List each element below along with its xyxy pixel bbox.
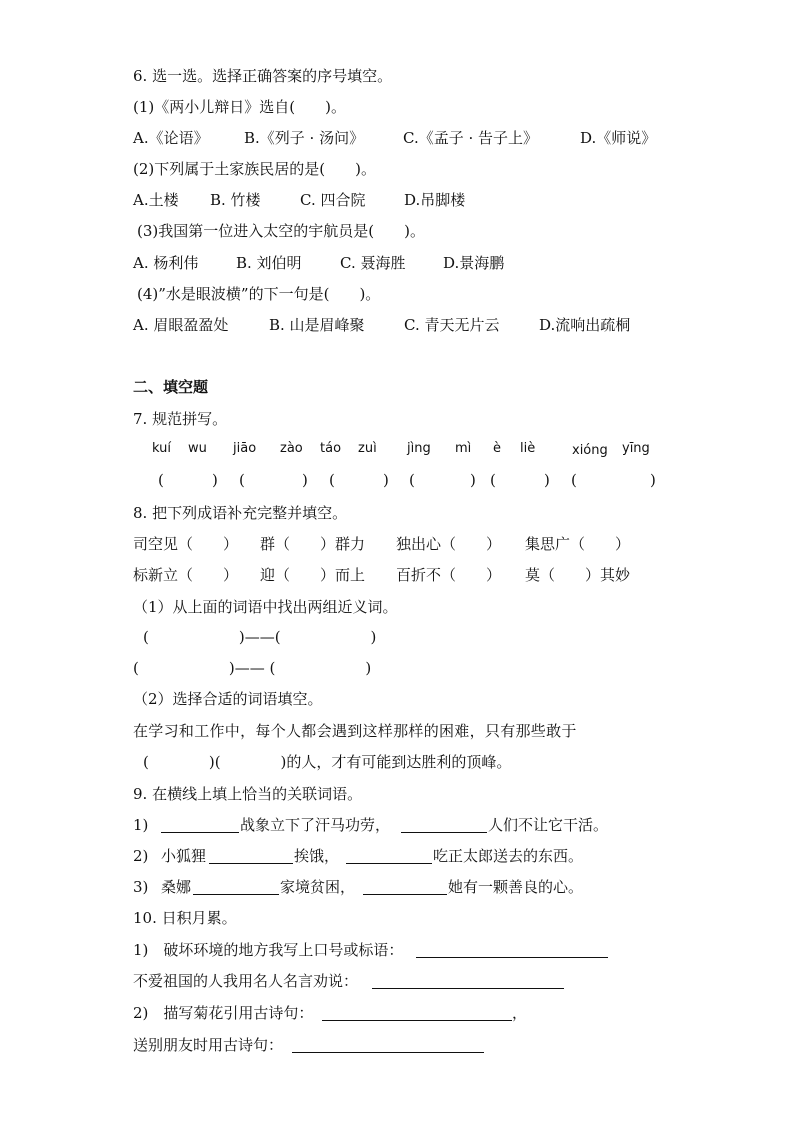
q7-answer-box-6-close: ) xyxy=(650,471,656,489)
q9-3-text-b: 她有一颗善良的心。 xyxy=(448,878,584,896)
q7-pinyin-3: jiāo xyxy=(233,441,257,456)
q7-answer-box-5-close: ) xyxy=(544,471,550,489)
q6-1-option-b[interactable]: B.《列子 · 汤问》 xyxy=(244,129,365,147)
q9-2-number: 2) xyxy=(133,847,149,865)
q9-1-text-a: 战象立下了汗马功劳， xyxy=(240,816,391,834)
q7-pinyin-12: yīng xyxy=(622,441,650,456)
q6-1-option-a[interactable]: A.《论语》 xyxy=(133,129,209,147)
q9-2-text-b: 吃正太郎送去的东西。 xyxy=(433,847,584,865)
q9-2-blank-b[interactable] xyxy=(346,863,432,864)
q6-1-question: (1)《两小儿辩日》选自( )。 xyxy=(133,98,346,116)
q10-2b-blank[interactable] xyxy=(292,1052,484,1053)
q7-answer-box-1-close: ) xyxy=(212,471,218,489)
q7-pinyin-5: táo xyxy=(320,441,342,456)
q9-1-blank-a[interactable] xyxy=(161,832,239,833)
q6-2-option-b[interactable]: B. 竹楼 xyxy=(210,191,261,209)
q6-4-option-a[interactable]: A. 眉眼盈盈处 xyxy=(133,316,229,334)
q6-4-option-c[interactable]: C. 青天无片云 xyxy=(404,316,500,334)
q7-answer-box-3-close: ) xyxy=(383,471,389,489)
q10-1-blank[interactable] xyxy=(416,957,608,958)
q8-synonym-line-1: ( )——( ) xyxy=(143,628,377,646)
q7-pinyin-9: è xyxy=(493,441,501,456)
q9-3-blank-b[interactable] xyxy=(363,894,447,895)
q6-3-option-a[interactable]: A. 杨利伟 xyxy=(133,254,199,272)
q8-idiom-7: 百折不（ ） xyxy=(396,566,502,584)
q10-1b-prompt: 不爱祖国的人我用名人名言劝说： xyxy=(133,972,359,990)
q6-4-question: (4)”水是眼波横”的下一句是( )。 xyxy=(137,285,381,303)
q10-1-prompt: 1) 破坏环境的地方我写上口号或标语： xyxy=(133,941,404,959)
q9-3-number: 3) xyxy=(133,878,149,896)
q6-4-option-b[interactable]: B. 山是眉峰聚 xyxy=(269,316,365,334)
q7-answer-box-2-close: ) xyxy=(302,471,308,489)
q6-2-option-d[interactable]: D.吊脚楼 xyxy=(404,191,466,209)
q7-answer-box-4-close: ) xyxy=(470,471,476,489)
q7-answer-box-3-open: ( xyxy=(329,471,335,489)
q9-3-prefix: 桑娜 xyxy=(161,878,192,896)
q7-answer-box-1-open: ( xyxy=(158,471,164,489)
q7-answer-box-4-open: ( xyxy=(409,471,415,489)
q6-2-option-a[interactable]: A.土楼 xyxy=(133,191,179,209)
q7-pinyin-2: wu xyxy=(188,441,207,456)
q7-pinyin-8: mì xyxy=(455,441,472,456)
q9-3-blank-a[interactable] xyxy=(193,894,279,895)
section-heading-fill-in: 二、填空题 xyxy=(133,378,209,396)
q10-1b-blank[interactable] xyxy=(372,988,564,989)
q8-part-2-text-2: ( )( )的人，才有可能到达胜利的顶峰。 xyxy=(143,753,512,771)
q9-2-prefix: 小狐狸 xyxy=(161,847,207,865)
q6-3-option-d[interactable]: D.景海鹏 xyxy=(443,254,505,272)
q8-title: 8. 把下列成语补充完整并填空。 xyxy=(133,504,348,522)
q7-pinyin-7: jìng xyxy=(407,441,431,456)
q9-2-blank-a[interactable] xyxy=(209,863,293,864)
q9-1-blank-b[interactable] xyxy=(401,832,487,833)
q6-title: 6. 选一选。选择正确答案的序号填空。 xyxy=(133,67,393,85)
q8-idiom-8: 莫（ ）其妙 xyxy=(525,566,631,584)
q8-part-1-prompt: （1）从上面的词语中找出两组近义词。 xyxy=(133,598,398,616)
q9-2-text-a: 挨饿， xyxy=(294,847,340,865)
q10-2-blank[interactable] xyxy=(322,1020,512,1021)
q8-idiom-3: 独出心（ ） xyxy=(396,535,502,553)
q9-3-text-a: 家境贫困， xyxy=(280,878,356,896)
q7-answer-box-6-open: ( xyxy=(571,471,577,489)
q6-2-option-c[interactable]: C. 四合院 xyxy=(300,191,366,209)
q8-synonym-line-2: ( )—— ( ) xyxy=(133,659,372,677)
q8-part-2-prompt: （2）选择合适的词语填空。 xyxy=(133,690,323,708)
q8-idiom-4: 集思广（ ） xyxy=(525,535,631,553)
q6-1-option-c[interactable]: C.《孟子 · 告子上》 xyxy=(403,129,539,147)
q7-answer-box-5-open: ( xyxy=(490,471,496,489)
q9-1-text-b: 人们不让它干活。 xyxy=(488,816,609,834)
q8-idiom-2: 群（ ）群力 xyxy=(260,535,366,553)
q7-pinyin-1: kuí xyxy=(152,441,171,456)
q8-idiom-5: 标新立（ ） xyxy=(133,566,239,584)
q6-1-option-d[interactable]: D.《师说》 xyxy=(580,129,657,147)
q6-3-option-b[interactable]: B. 刘伯明 xyxy=(236,254,302,272)
q10-2-comma: ， xyxy=(512,1004,528,1022)
q7-pinyin-11: xióng xyxy=(572,443,608,458)
q8-idiom-6: 迎（ ）而上 xyxy=(260,566,366,584)
q7-pinyin-6: zuì xyxy=(358,441,377,456)
q7-pinyin-4: zào xyxy=(280,441,303,456)
q7-answer-box-2-open: ( xyxy=(239,471,245,489)
q6-3-option-c[interactable]: C. 聂海胜 xyxy=(340,254,406,272)
q6-3-question: (3)我国第一位进入太空的宇航员是( )。 xyxy=(137,222,425,240)
q6-4-option-d[interactable]: D.流响出疏桐 xyxy=(539,316,631,334)
q9-1-number: 1) xyxy=(133,816,149,834)
q10-2b-prompt: 送别朋友时用古诗句： xyxy=(133,1036,284,1054)
q8-part-2-text-1: 在学习和工作中，每个人都会遇到这样那样的困难，只有那些敢于 xyxy=(133,722,577,740)
q10-2-prompt: 2) 描写菊花引用古诗句： xyxy=(133,1004,314,1022)
q7-title: 7. 规范拼写。 xyxy=(133,410,228,428)
q8-idiom-1: 司空见（ ） xyxy=(133,535,239,553)
q6-2-question: (2)下列属于土家族民居的是( )。 xyxy=(133,160,376,178)
q7-pinyin-10: liè xyxy=(520,441,536,456)
q10-title: 10. 日积月累。 xyxy=(133,909,237,927)
q9-title: 9. 在横线上填上恰当的关联词语。 xyxy=(133,785,363,803)
